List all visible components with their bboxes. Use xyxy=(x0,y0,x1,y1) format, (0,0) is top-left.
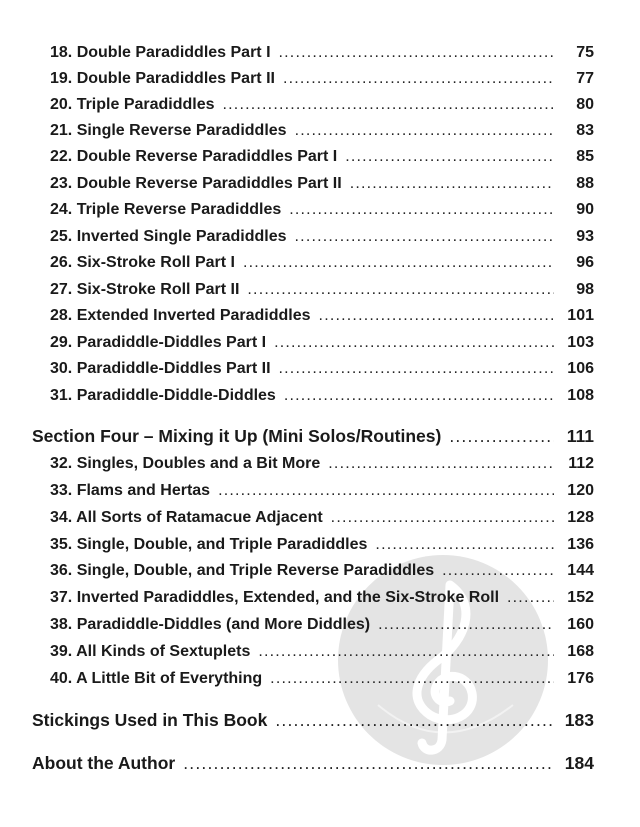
dot-leader xyxy=(328,455,554,473)
toc-entry-title: 19. Double Paradiddles Part II xyxy=(50,70,275,87)
toc-entry[interactable] xyxy=(50,44,594,62)
toc-entry[interactable] xyxy=(50,455,594,473)
toc-entry-page: 111 xyxy=(566,426,594,446)
dot-leader xyxy=(183,753,554,774)
toc-entry-page: 90 xyxy=(576,201,594,218)
toc-entry-title: 18. Double Paradiddles Part I xyxy=(50,44,271,61)
toc-entry-page: 101 xyxy=(567,307,594,324)
toc-entry-title: 28. Extended Inverted Paradiddles xyxy=(50,307,311,324)
toc-entry-page: 77 xyxy=(576,70,594,87)
toc-entry-page: 152 xyxy=(567,589,594,606)
toc-entry-page: 108 xyxy=(567,387,594,404)
toc-entry-page: 85 xyxy=(576,148,594,165)
toc-entry[interactable] xyxy=(50,482,594,500)
toc-entry-title: 30. Paradiddle-Diddles Part II xyxy=(50,360,271,377)
toc-entry[interactable] xyxy=(50,201,594,219)
toc-entry[interactable] xyxy=(50,616,594,634)
toc-entry-title: 21. Single Reverse Paradiddles xyxy=(50,122,287,139)
toc-entry[interactable] xyxy=(50,670,594,688)
toc-entry-title: 34. All Sorts of Ratamacue Adjacent xyxy=(50,509,323,526)
toc-entry-page: 112 xyxy=(568,455,594,472)
dot-leader xyxy=(223,96,554,114)
toc-entry-title: 35. Single, Double, and Triple Paradiddles xyxy=(50,536,368,553)
toc-entry[interactable] xyxy=(50,281,594,299)
toc-entry-title: 20. Triple Paradiddles xyxy=(50,96,215,113)
toc-section-heading[interactable] xyxy=(32,710,594,731)
toc-entry-title: 22. Double Reverse Paradiddles Part I xyxy=(50,148,338,165)
dot-leader xyxy=(350,175,554,193)
toc-entry-title: Stickings Used in This Book xyxy=(32,710,268,730)
toc-entry-page: 80 xyxy=(576,96,594,113)
toc-entry-page: 96 xyxy=(576,254,594,271)
toc-entry[interactable] xyxy=(50,589,594,607)
dot-leader xyxy=(270,670,554,688)
toc-entry-title: 37. Inverted Paradiddles, Extended, and the Six-Stroke Roll xyxy=(50,589,500,606)
toc-entry-title: About the Author xyxy=(32,753,176,773)
toc-entry[interactable] xyxy=(50,307,594,325)
toc-entry-title: 27. Six-Stroke Roll Part II xyxy=(50,281,240,298)
toc-entry[interactable] xyxy=(50,536,594,554)
toc-entry[interactable] xyxy=(50,387,594,405)
toc-entry[interactable] xyxy=(50,254,594,272)
dot-leader xyxy=(331,509,554,527)
toc-entry-page: 168 xyxy=(567,643,594,660)
toc-entry-page: 183 xyxy=(564,710,594,730)
toc-entry-page: 83 xyxy=(576,122,594,139)
toc-entry-title: 29. Paradiddle-Diddles Part I xyxy=(50,334,267,351)
dot-leader xyxy=(375,536,554,554)
toc-entry[interactable] xyxy=(50,228,594,246)
toc-entry-page: 103 xyxy=(567,334,594,351)
toc-entry-title: 40. A Little Bit of Everything xyxy=(50,670,263,687)
toc-entry[interactable] xyxy=(50,96,594,114)
toc-entry-page: 120 xyxy=(567,482,594,499)
toc-entry-page: 75 xyxy=(576,44,594,61)
toc-entry-title: Section Four – Mixing it Up (Mini Solos/Routines) xyxy=(32,426,442,446)
dot-leader xyxy=(295,122,554,140)
toc-entry-title: 33. Flams and Hertas xyxy=(50,482,211,499)
dot-leader xyxy=(319,307,554,325)
toc-entry-page: 144 xyxy=(567,562,594,579)
dot-leader xyxy=(275,710,554,731)
dot-leader xyxy=(247,281,554,299)
toc-entry-title: 26. Six-Stroke Roll Part I xyxy=(50,254,235,271)
dot-leader xyxy=(295,228,554,246)
toc-entry-page: 98 xyxy=(576,281,594,298)
toc-entry[interactable] xyxy=(50,360,594,378)
toc-section-heading[interactable] xyxy=(32,426,594,447)
toc-entry-title: 38. Paradiddle-Diddles (and More Diddles) xyxy=(50,616,371,633)
dot-leader xyxy=(442,562,554,580)
toc-section-heading[interactable] xyxy=(32,753,594,774)
toc-entry-title: 32. Singles, Doubles and a Bit More xyxy=(50,455,321,472)
toc-entry[interactable] xyxy=(50,70,594,88)
toc-entry-page: 184 xyxy=(564,753,594,773)
toc-entry-page: 136 xyxy=(567,536,594,553)
toc-entry-page: 93 xyxy=(576,228,594,245)
dot-leader xyxy=(507,589,554,607)
toc-entry[interactable] xyxy=(50,122,594,140)
toc-entry-page: 128 xyxy=(567,509,594,526)
toc-entry-title: 39. All Kinds of Sextuplets xyxy=(50,643,251,660)
dot-leader xyxy=(243,254,554,272)
dot-leader xyxy=(345,148,554,166)
toc-entry[interactable] xyxy=(50,509,594,527)
dot-leader xyxy=(279,360,554,378)
toc-entry-page: 88 xyxy=(576,175,594,192)
dot-leader xyxy=(289,201,554,219)
toc-entry-page: 176 xyxy=(567,670,594,687)
toc-entry[interactable] xyxy=(50,643,594,661)
toc-entry[interactable] xyxy=(50,562,594,580)
toc-entry[interactable] xyxy=(50,175,594,193)
toc-entry[interactable] xyxy=(50,148,594,166)
toc-entry-page: 106 xyxy=(567,360,594,377)
toc-entry-title: 24. Triple Reverse Paradiddles xyxy=(50,201,282,218)
dot-leader xyxy=(283,70,554,88)
dot-leader xyxy=(258,643,554,661)
dot-leader xyxy=(284,387,554,405)
toc-entry-page: 160 xyxy=(567,616,594,633)
dot-leader xyxy=(274,334,554,352)
dot-leader xyxy=(279,44,554,62)
toc-entry-title: 23. Double Reverse Paradiddles Part II xyxy=(50,175,342,192)
toc-entry-title: 25. Inverted Single Paradiddles xyxy=(50,228,287,245)
toc-entry[interactable] xyxy=(50,334,594,352)
toc-entry-title: 36. Single, Double, and Triple Reverse Paradiddles xyxy=(50,562,435,579)
toc-entry-title: 31. Paradiddle-Diddle-Diddles xyxy=(50,387,276,404)
dot-leader xyxy=(218,482,554,500)
dot-leader xyxy=(449,426,554,447)
dot-leader xyxy=(378,616,554,634)
